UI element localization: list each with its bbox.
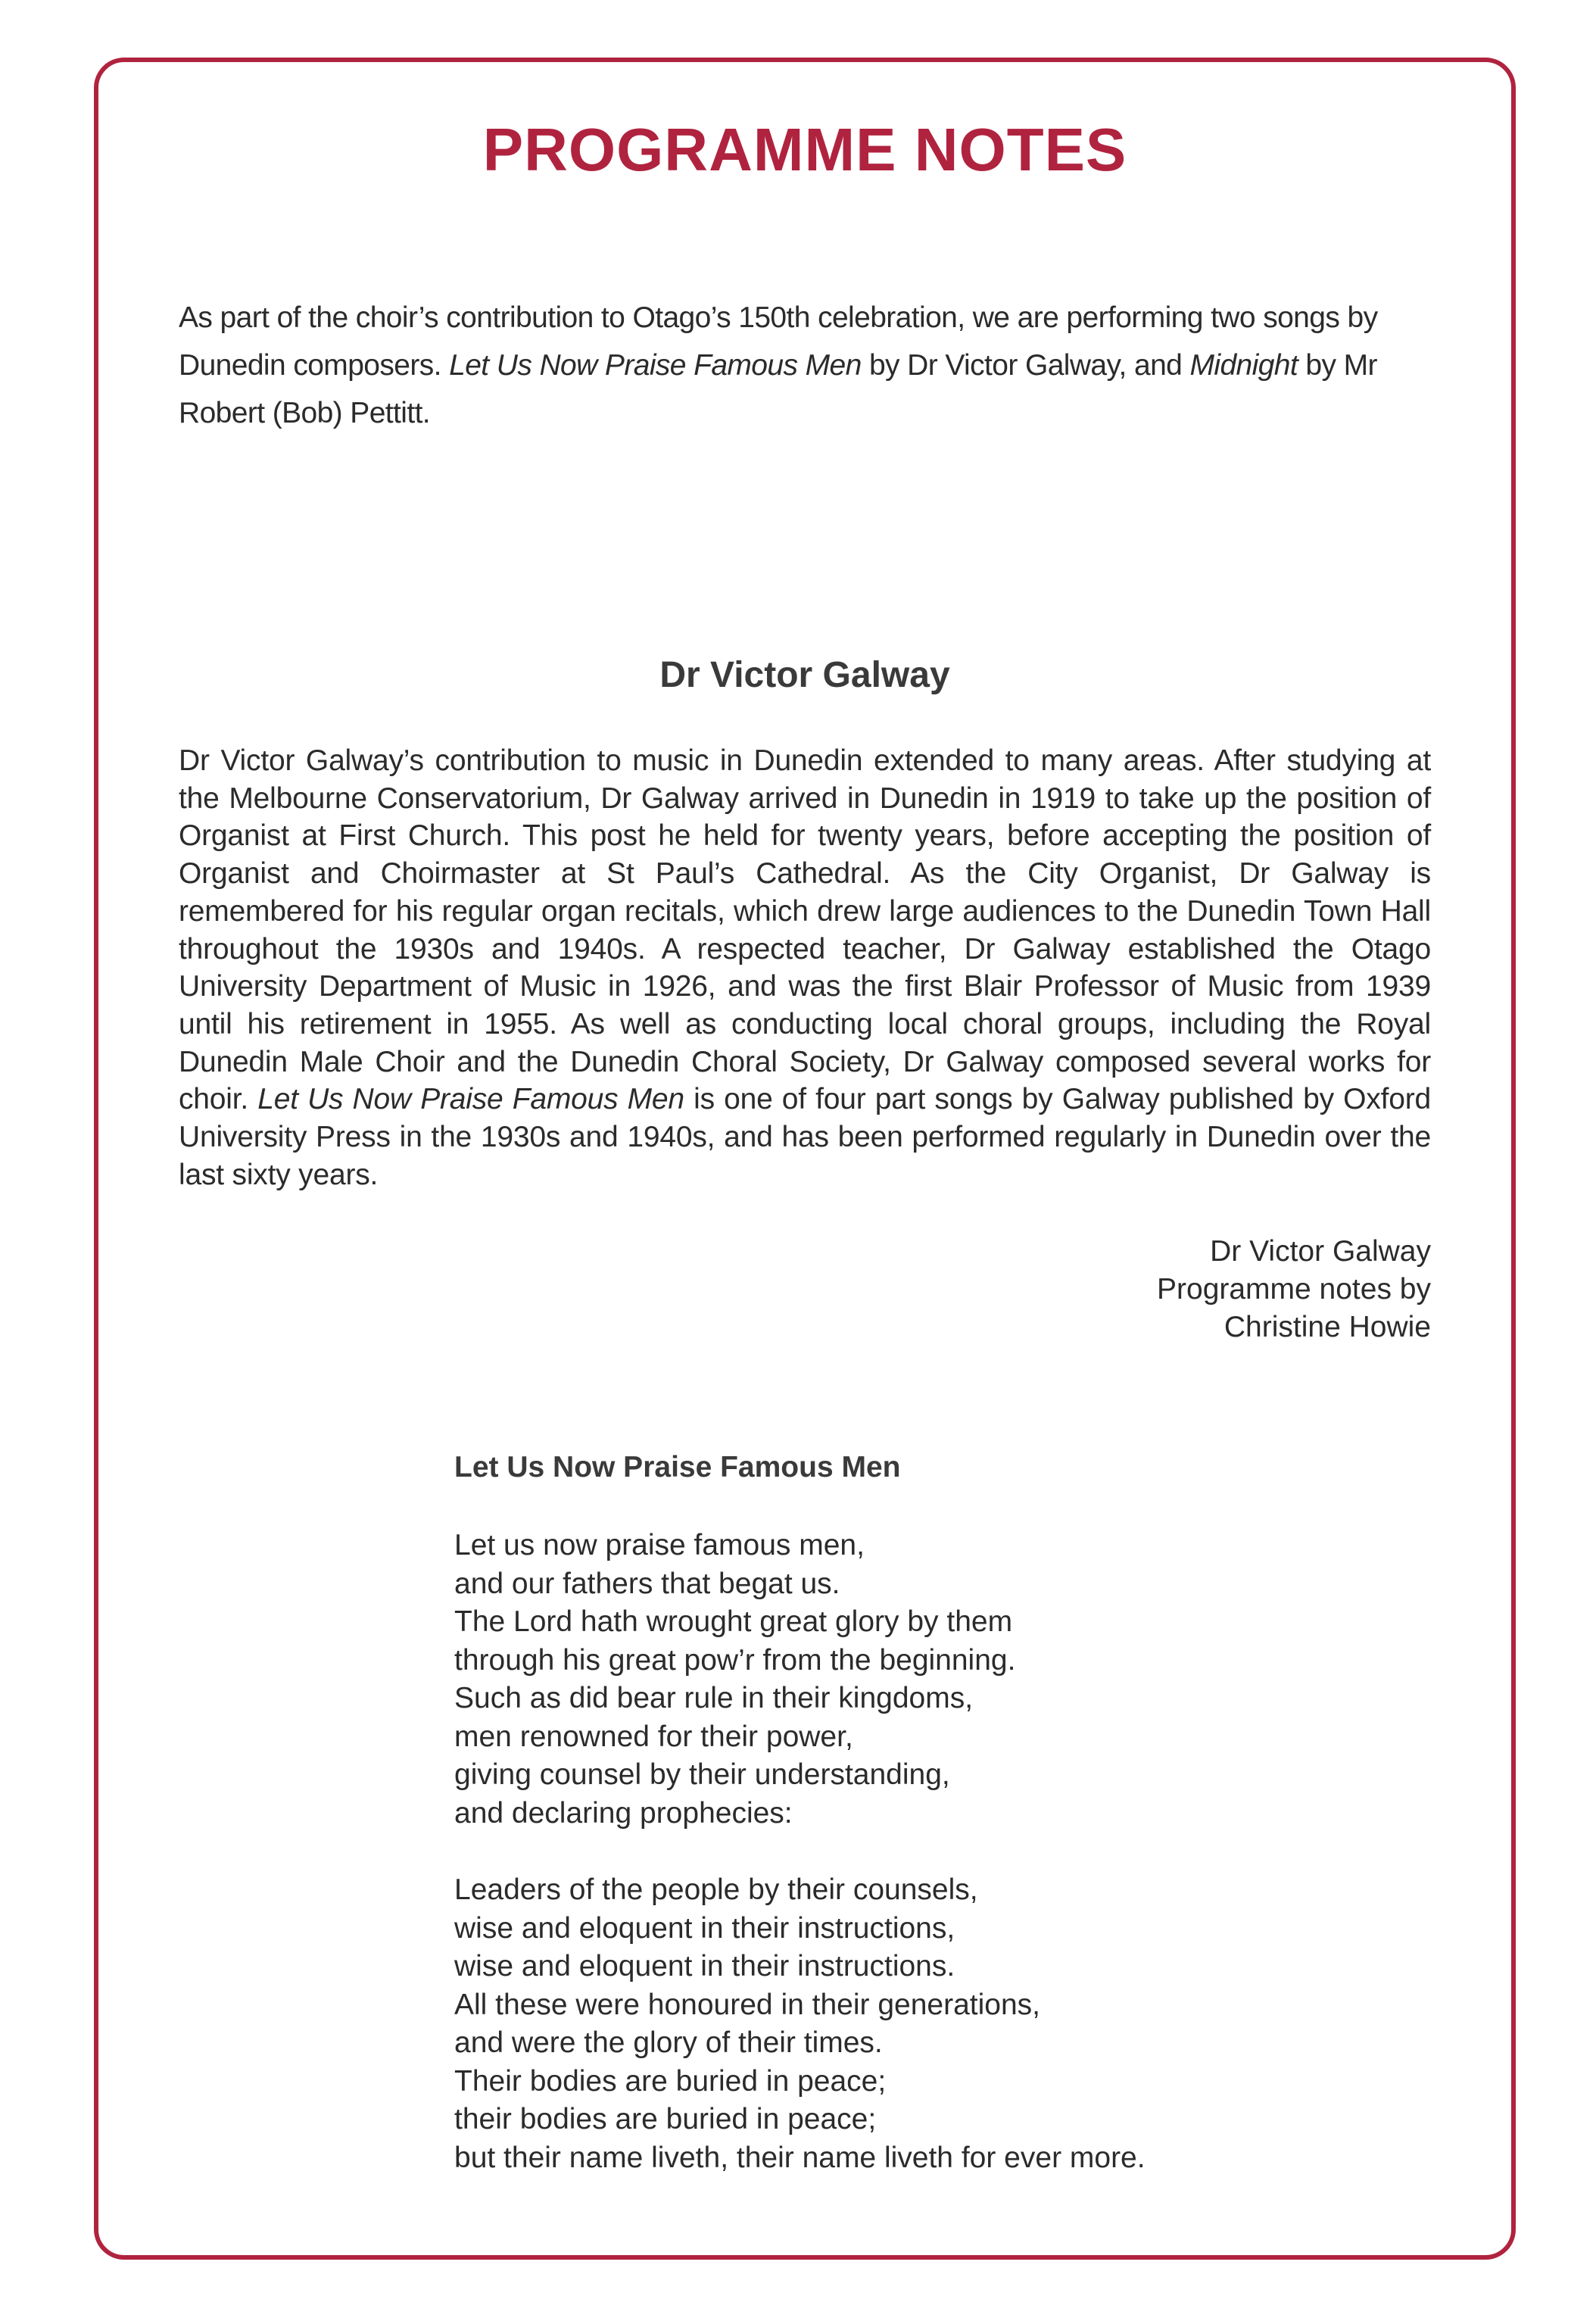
lyric-line: wise and eloquent in their instructions.: [454, 1950, 955, 1983]
intro-text-2: by Dr Victor Galway, and: [861, 349, 1190, 382]
notes-credit: [1157, 1233, 1431, 1346]
intro-text-1: As part of the choir’s contribution to Otago’s 150th celebration, we are performing two songs by Dunedin composers.: [179, 301, 1378, 382]
lyric-line: wise and eloquent in their instructions,: [454, 1911, 955, 1945]
lyrics-stanza-1: [454, 1527, 1015, 1833]
lyric-line: All these were honoured in their generations,: [454, 1988, 1040, 2021]
lyric-line: and declaring prophecies:: [454, 1796, 793, 1830]
intro-text-3: by Mr Robert (Bob) Pettitt.: [179, 349, 1377, 429]
lyric-line: their bodies are buried in peace;: [454, 2103, 877, 2135]
biography-song-title: Let Us Now Praise Famous Men: [257, 1083, 684, 1116]
lyric-line: and were the glory of their times.: [454, 2026, 883, 2059]
composer-heading: Dr Victor Galway: [659, 655, 950, 695]
lyric-line: Such as did bear rule in their kingdoms,: [454, 1682, 974, 1714]
lyric-line: Their bodies are buried in peace;: [454, 2064, 887, 2098]
intro-paragraph: [179, 294, 1431, 437]
lyric-line: Let us now praise famous men,: [454, 1529, 865, 1561]
song-title: Let Us Now Praise Famous Men: [454, 1451, 901, 1483]
credit-line-author: Christine Howie: [1223, 1311, 1431, 1343]
lyric-line: giving counsel by their understanding,: [454, 1758, 950, 1791]
biography-text-2: is one of four part songs by Galway published by Oxford University Press in the 1930s and 1940s, and has been performed regularly in Dunedin over the last sixty years.: [179, 1083, 1431, 1191]
intro-song-title-1: Let Us Now Praise Famous Men: [449, 349, 862, 382]
credit-line-composer: Dr Victor Galway: [1210, 1235, 1431, 1268]
intro-song-title-2: Midnight: [1189, 349, 1298, 382]
credit-line-notes-by: Programme notes by: [1157, 1273, 1431, 1306]
page-title: PROGRAMME NOTES: [482, 116, 1127, 183]
lyric-line: but their name liveth, their name liveth for ever more.: [454, 2141, 1146, 2174]
lyric-line: Leaders of the people by their counsels,: [454, 1873, 978, 1906]
lyric-line: The Lord hath wrought great glory by them: [454, 1605, 1013, 1638]
lyric-line: men renowned for their power,: [454, 1720, 853, 1753]
lyric-line: and our fathers that begat us.: [454, 1567, 840, 1600]
composer-biography: [179, 742, 1431, 1193]
lyric-line: through his great pow’r from the beginning.: [454, 1643, 1016, 1677]
biography-text-1: Dr Victor Galway’s contribution to music in Dunedin extended to many areas. After studying at the Melbourne Conservatorium, Dr Galway arrived in Dunedin in 1919 to take up the position of Organist at First Church. This post he held for twenty years, before accepting the position of Organist and Choirmaster at St Paul’s Cathedral. As the City Organist, Dr Galway is remembered for his regular organ recitals, which drew large audiences to the Dunedin Town Hall throughout the 1930s and 1940s. A respected teacher, Dr Galway established the Otago University Department of Music in 1926, and was the first Blair Professor of Music from 1939 until his retirement in 1955. As well as conducting local choral groups, including the Royal Dunedin Male Choir and the Dunedin Choral Society, Dr Galway composed several works for choir.: [179, 744, 1431, 1116]
lyrics-stanza-2: [454, 1871, 1146, 2177]
